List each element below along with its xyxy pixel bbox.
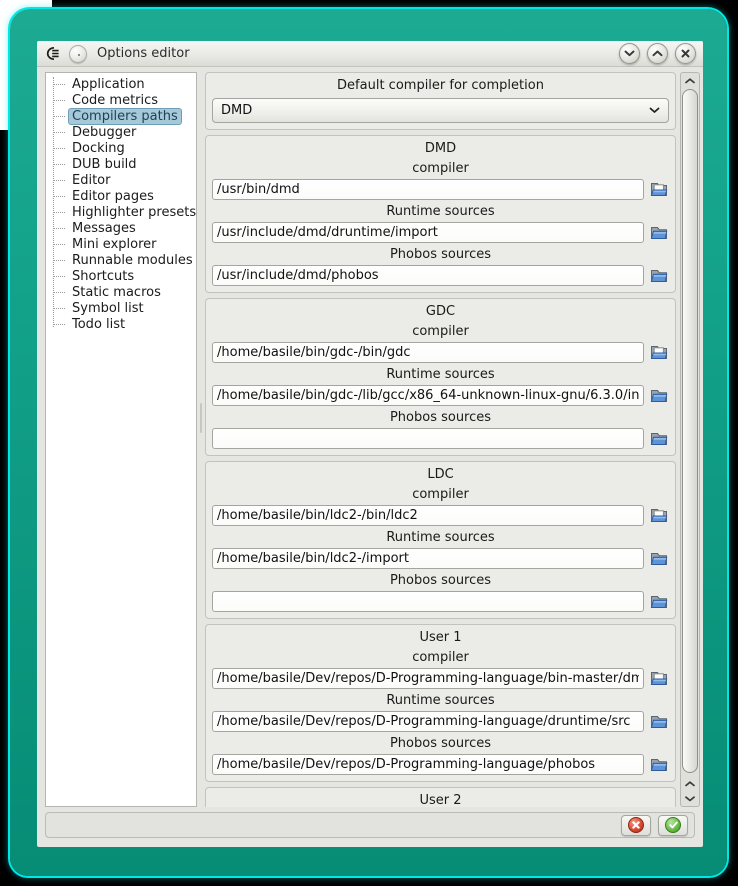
field-label: compiler: [412, 161, 469, 176]
group-title: DMD: [424, 141, 457, 156]
tree-branch-line: [54, 164, 65, 165]
field-row: [212, 428, 669, 449]
tree-branch-line: [54, 244, 65, 245]
field-row: [212, 754, 669, 775]
sidebar-item-label: Editor pages: [72, 188, 154, 204]
field-row: [212, 222, 669, 243]
group-title: User 1: [419, 630, 462, 645]
close-button[interactable]: [675, 43, 696, 64]
field-label: compiler: [412, 650, 469, 665]
field-row: [212, 179, 669, 200]
category-tree: [45, 72, 197, 807]
field-label: Runtime sources: [386, 693, 495, 708]
sidebar-item-editor-pages[interactable]: [46, 188, 194, 204]
chevron-down-icon: [685, 796, 695, 802]
sidebar-item-static-macros[interactable]: [46, 284, 194, 300]
open-file-button[interactable]: [649, 180, 669, 199]
sidebar-item-label: Messages: [72, 220, 136, 236]
chevron-down-icon: [624, 50, 635, 57]
field-row: [212, 711, 669, 732]
group-ldc: [205, 461, 676, 619]
sidebar-item-label: Highlighter presets: [72, 204, 197, 220]
open-file-button[interactable]: [649, 343, 669, 362]
field-row: [212, 668, 669, 689]
accept-check-icon: [665, 817, 681, 833]
folder-icon: [650, 268, 668, 283]
sidebar-item-label: Docking: [72, 140, 125, 156]
window-title: Options editor: [97, 46, 190, 61]
scroll-up-button[interactable]: [681, 73, 699, 88]
group-user-1: [205, 624, 676, 782]
select-folder-button[interactable]: [649, 755, 669, 774]
field-label: compiler: [412, 324, 469, 339]
gdc-phobos-sources-input[interactable]: [212, 428, 644, 449]
chevron-down-icon: [649, 107, 660, 114]
sidebar-item-docking[interactable]: [46, 140, 194, 156]
sidebar-item-label: Debugger: [72, 124, 137, 140]
sidebar-item-symbol-list[interactable]: [46, 300, 194, 316]
select-folder-button[interactable]: [649, 592, 669, 611]
dmd-phobos-sources-input[interactable]: [212, 265, 644, 286]
sidebar-item-label: Symbol list: [72, 300, 144, 316]
open-file-icon: [650, 671, 668, 686]
user-1-phobos-sources-input[interactable]: [212, 754, 644, 775]
select-folder-button[interactable]: [649, 386, 669, 405]
group-default-compiler: [205, 72, 676, 130]
group-title: User 2: [419, 793, 462, 807]
field-row: [212, 385, 669, 406]
tree-branch-line: [54, 324, 65, 325]
field-label: Phobos sources: [389, 410, 492, 425]
maximize-button[interactable]: [647, 43, 668, 64]
sidebar-item-debugger[interactable]: [46, 124, 194, 140]
open-file-icon: [650, 182, 668, 197]
scroll-up-button-secondary[interactable]: [681, 776, 699, 791]
folder-icon: [650, 714, 668, 729]
sidebar-item-label: Shortcuts: [72, 268, 135, 284]
folder-icon: [650, 551, 668, 566]
scrollbar-thumb[interactable]: [682, 89, 698, 773]
field-label: Runtime sources: [386, 204, 495, 219]
sidebar-item-editor[interactable]: [46, 172, 194, 188]
sidebar-item-compilers-paths[interactable]: [46, 108, 194, 124]
ldc-compiler-input[interactable]: [212, 505, 644, 526]
combobox-value: DMD: [221, 103, 253, 118]
sidebar-item-shortcuts[interactable]: [46, 268, 194, 284]
tree-branch-line: [54, 132, 65, 133]
folder-icon: [650, 388, 668, 403]
group-title: Default compiler for completion: [337, 78, 544, 93]
titlebar[interactable]: [37, 41, 703, 67]
dmd-runtime-sources-input[interactable]: [212, 222, 644, 243]
sidebar-item-label: Compilers paths: [68, 108, 182, 125]
sidebar-item-highlighter-presets[interactable]: [46, 204, 197, 220]
group-title: GDC: [425, 304, 456, 319]
tree-branch-line: [54, 212, 65, 213]
field-row: [212, 591, 669, 612]
tree-branch-line: [54, 116, 65, 117]
minimize-button[interactable]: [619, 43, 640, 64]
close-icon: [681, 49, 690, 58]
field-row: [212, 548, 669, 569]
app-logo-icon: [44, 46, 62, 61]
ldc-phobos-sources-input[interactable]: [212, 591, 644, 612]
field-row: [212, 342, 669, 363]
statusbar: [37, 807, 703, 847]
group-gdc: [205, 298, 676, 456]
select-folder-button[interactable]: [649, 223, 669, 242]
select-folder-button[interactable]: [649, 429, 669, 448]
field-label: Runtime sources: [386, 530, 495, 545]
folder-icon: [650, 594, 668, 609]
sidebar-item-label: Application: [72, 76, 145, 92]
tree-branch-line: [54, 196, 65, 197]
tree-branch-line: [54, 260, 65, 261]
sidebar-item-mini-explorer[interactable]: [46, 236, 194, 252]
user-1-compiler-input[interactable]: [212, 668, 644, 689]
accept-button[interactable]: [658, 815, 688, 836]
sidebar-item-label: Mini explorer: [72, 236, 157, 252]
dialog-body: [37, 67, 703, 807]
default-compiler-select[interactable]: [212, 98, 669, 123]
sidebar-item-code-metrics[interactable]: [46, 92, 194, 108]
open-file-icon: [650, 508, 668, 523]
tree-branch-line: [54, 292, 65, 293]
vertical-scrollbar[interactable]: [680, 72, 700, 807]
cancel-button[interactable]: [621, 815, 651, 836]
tree-branch-line: [54, 180, 65, 181]
scroll-down-button[interactable]: [681, 791, 699, 806]
field-row: [212, 265, 669, 286]
field-label: Phobos sources: [389, 247, 492, 262]
sidebar-item-runnable-modules[interactable]: [46, 252, 194, 268]
open-file-button[interactable]: [649, 506, 669, 525]
sidebar-item-todo-list[interactable]: [46, 316, 194, 332]
gdc-compiler-input[interactable]: [212, 342, 644, 363]
splitter-handle[interactable]: [197, 72, 205, 807]
sidebar-item-label: Runnable modules: [72, 252, 193, 268]
ldc-runtime-sources-input[interactable]: [212, 548, 644, 569]
sidebar-item-dub-build[interactable]: [46, 156, 194, 172]
dmd-compiler-input[interactable]: [212, 179, 644, 200]
window-content: [37, 41, 703, 847]
sidebar-item-label: DUB build: [72, 156, 137, 172]
sidebar-item-label: Code metrics: [72, 92, 159, 108]
options-editor-window: [10, 9, 727, 876]
group-dmd: [205, 135, 676, 293]
field-label: compiler: [412, 487, 469, 502]
select-folder-button[interactable]: [649, 549, 669, 568]
field-label: Phobos sources: [389, 573, 492, 588]
cancel-x-icon: [628, 817, 644, 833]
sidebar-item-label: Static macros: [72, 284, 161, 300]
gdc-runtime-sources-input[interactable]: [212, 385, 644, 406]
user-1-runtime-sources-input[interactable]: [212, 711, 644, 732]
tree-branch-line: [54, 84, 65, 85]
sidebar-item-label: Todo list: [72, 316, 126, 332]
tree-branch-line: [54, 228, 65, 229]
field-row: [212, 505, 669, 526]
select-folder-button[interactable]: [649, 266, 669, 285]
status-panel: [45, 812, 695, 838]
sidebar-item-application[interactable]: [46, 76, 194, 92]
chevron-up-icon: [652, 50, 663, 57]
tree-branch-line: [54, 276, 65, 277]
select-folder-button[interactable]: [649, 712, 669, 731]
folder-icon: [650, 757, 668, 772]
folder-icon: [650, 225, 668, 240]
scrollbar-track[interactable]: [681, 88, 699, 776]
open-file-button[interactable]: [649, 669, 669, 688]
tree-branch-line: [54, 308, 65, 309]
chevron-up-icon: [685, 78, 695, 84]
folder-icon: [650, 431, 668, 446]
window-menu-button[interactable]: [69, 45, 87, 63]
field-label: Phobos sources: [389, 736, 492, 751]
tree-branch-line: [54, 100, 65, 101]
group-title: LDC: [427, 467, 454, 482]
settings-scrollview: [205, 72, 677, 807]
chevron-up-icon: [685, 781, 695, 787]
sidebar-item-label: Editor: [72, 172, 111, 188]
sidebar-item-messages[interactable]: [46, 220, 194, 236]
main-panel: [205, 72, 700, 807]
tree-branch-line: [54, 148, 65, 149]
open-file-icon: [650, 345, 668, 360]
group-user-2: [205, 787, 676, 807]
field-label: Runtime sources: [386, 367, 495, 382]
